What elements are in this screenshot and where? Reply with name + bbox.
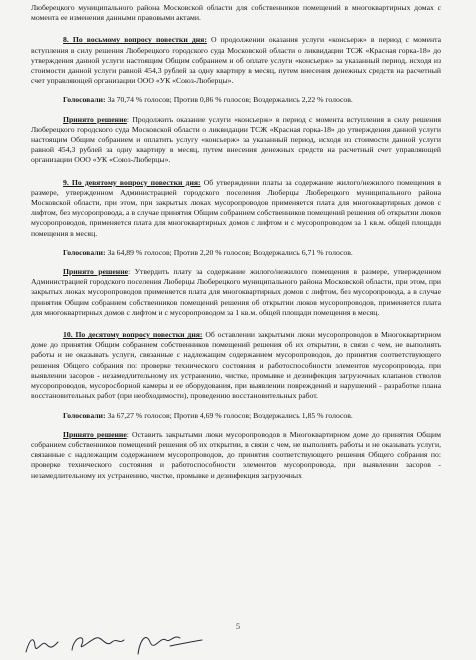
signature-3 [138,637,202,654]
question-10-heading: 10. По десятому вопросу повестки дня: [63,330,203,340]
decision-text: : Оставить закрытыми люки мусоропроводов в Многоквартирном доме до принятия Общим собранием собственников помещений решения об их открытии, в связи с чем, не выполнять работы и не оказывать услуги, связанные с надлежащим содержанием мусоропроводов, до принятия соответствующего решения Общего собрания по: проверке технического состояния и работоспособности элементов мусоропровода, при выявлении засоров - незамедлительному их устранению, чистке, промывке и дезинфекция загрузочных [31,429,441,480]
decision-label: Принято решение [63,267,129,277]
question-9-heading: 9. По девятому вопросу повестки дня: [63,177,201,187]
decision-label: Принято решение [63,429,127,439]
decision-text: : Утвердить плату за содержание жилого/нежилого помещения в размере, утвержденном Администрацией городского поселения Люберцы Люберецкого муниципального района Московской области, при этом, при закрытых люках мусоропроводов применяется плата для многоквартирных домов с лифтом, без мусоропровода, а в случае принятия Общим собранием собственников помещений решения об открытии люков мусоропроводов, применяется плата для многоквартирных домов с лифтом и с мусоропроводом за 1 кв.м. общей площади помещения в месяц. [31,267,441,317]
intro-paragraph: Люберецкого муниципального района Московской области для собственников помещений в многоквартирных домах с момента ее изменения данными правовыми актами. [31,3,441,23]
question-9-paragraph [31,178,441,239]
votes-text: За 67,27 % голосов; Против 4,69 % голосов; Воздержались 1,85 % голосов. [105,410,353,420]
question-10-votes [31,411,441,421]
question-10-decision [31,430,441,481]
question-10-paragraph [31,330,441,401]
decision-text: : Продолжить оказание услуги «консьерж» в период с момента вступления в силу решения Люберецкого городского суда Московской области о ликвидации ТСЖ «Красная горка-18» до утверждения данной услуги настоящим Общим собранием и оплатить услугу «консьерж» за указанный период, исходя из стоимости данной услуги равной 454,3 рублей за одну квартиру в месяц, путем внесения денежных средств на расчетный счет управляющей организации ООО «УК «Союз-Люберцы». [31,114,441,165]
question-8-text: О продолжении оказания услуги «консьерж» в период с момента вступления в силу решения Люберецкого городского суда Московской области о ликвидации ТСЖ «Красная горка-18» до утверждения данной услуги настоящим Общим собранием и об оплате услуги «консьерж» за указанный период, исходя из стоимости данной услуги равной 454,3 рублей за одну квартиру в месяц, путем внесения денежных средств на расчетный счет управляющей организации ООО «УК «Союз-Люберцы». [31,35,442,86]
question-8-paragraph [31,35,441,86]
votes-label: Голосовали: [63,247,106,257]
question-9-decision [31,267,441,318]
question-9-text: Об утверждении платы за содержание жилого/нежилого помещения в размере, утвержденном Администрацией городского поселения Люберцы Люберецкого муниципального района Московской области, при этом, при закрытых люках мусоропроводов применяется плата для многоквартирных домов с лифтом, без мусоропровода, а в случае принятия Общим собранием собственников помещений решения об открытии люков мусоропроводов, применяется плата для многоквартирных домов с лифтом и с мусоропроводом за 1 кв.м. общей площади помещения в месяц. [31,177,441,238]
decision-label: Принято решение [63,114,127,124]
question-9-votes [31,248,441,258]
votes-text: За 64,89 % голосов; Против 2,20 % голосов; Воздержались 6,71 % голосов. [105,247,353,257]
question-8-decision [31,115,441,166]
handwritten-signatures [20,628,220,658]
document-body [31,3,441,481]
votes-text: За 70,74 % голосов; Против 0,86 % голосов; Воздержались 2,22 % голосов. [105,95,353,105]
signature-2 [72,638,124,650]
votes-label: Голосовали: [63,410,106,420]
page-number: 5 [236,622,240,631]
question-8-heading: 8. По восьмому вопросу повестки дня: [63,35,207,45]
votes-label: Голосовали: [63,95,106,105]
question-8-votes [31,95,441,105]
question-10-text: Об оставлении закрытыми люки мусоропроводов в Многоквартирном доме до принятия Общим собранием собственников помещений решения об их открытии, в связи с чем, не выполнять работы и не оказывать услуги, связанные с надлежащим содержанием мусоропроводов, до принятия соответствующего решения Общего собрания по: проверке технического состояния и работоспособности элементов мусоропровода, при выявлении засоров - незамедлительному их устранению, чистке, промывке и дезинфекция загрузочных клапанов стволов мусоропроводов, мусоросборной камеры и ее оборудования, при выявлении повреждений и нарушений - разработке плана восстановительных работ (при необходимости), проведению восстановительных работ. [31,330,441,401]
signature-1 [26,640,58,652]
